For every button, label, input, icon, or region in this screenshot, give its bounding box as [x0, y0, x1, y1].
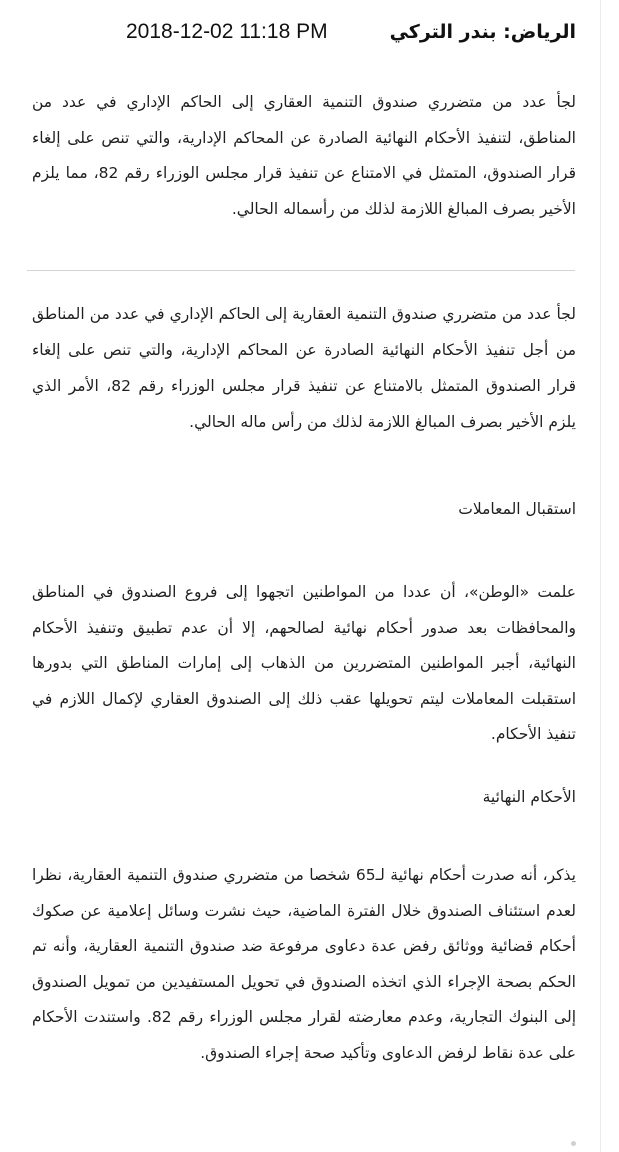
lead-paragraph: لجأ عدد من متضرري صندوق التنمية العقارية إلى الحاكم الإداري في عدد من المناطق من أجل تنفيذ الأحكام النهائية الصادرة عن المحاكم الإدارية، والتي تنص على إلغاء قرار الصندوق المتمثل بالامتناع عن تنفيذ قرار مجلس الوزراء رقم 82، الأمر الذي يلزم الأخير بصرف المبالغ اللازمة لذلك من رأس ماله الحالي. [32, 305, 576, 431]
section-paragraph-final-rulings: يذكر، أنه صدرت أحكام نهائية لـ65 شخصا من متضرري صندوق التنمية العقارية، نظرا لعدم استئناف الصندوق خلال الفترة الماضية، حيث نشرت وسائل إعلامية عن صكوك أحكام قضائية ووثائق رفض عدة دعاوى مرفوعة ضد صندوق التنمية العقارية، وأنه تم الحكم بصحة الإجراء الذي اتخذه الصندوق في تحويل المستفيدين من تمويل الصندوق إلى البنوك التجارية، وعدم معارضته لقرار مجلس الوزراء رقم 82. واستندت الأحكام على عدة نقاط لرفض الدعاوى وتأكيد صحة إجراء الصندوق. [32, 866, 577, 1062]
section-divider [27, 270, 575, 271]
timestamp: 2018-12-02 11:18 PM [126, 20, 328, 43]
summary-paragraph: لجأ عدد من متضرري صندوق التنمية العقاري إلى الحاكم الإداري في عدد من المناطق، لتنفيذ الأحكام النهائية الصادرة عن المحاكم الإدارية، والتي تنص على إلغاء قرار الصندوق، المتمثل في الامتناع عن تنفيذ قرار مجلس الوزراء رقم 82، مما يلزم الأخير بصرف المبالغ اللازمة لذلك من رأسماله الحالي. [32, 93, 577, 218]
section-paragraph-transactions: علمت «الوطن»، أن عددا من المواطنين اتجهوا إلى فروع الصندوق في المناطق والمحافظات بعد صدور أحكام نهائية لصالحهم، إلا أن عدم تطبيق وتنفيذ الأحكام النهائية، أجبر المواطنين المتضررين من الذهاب إلى إمارات المناطق التي بدورها استقبلت المعاملات ليتم تحويلها عقب ذلك إلى الصندوق العقاري لإكمال اللازم في تنفيذ الأحكام. [32, 583, 576, 743]
scroll-indicator-dot [571, 1141, 576, 1146]
section-heading-final-rulings: الأحكام النهائية [482, 788, 576, 806]
article-header [126, 18, 576, 48]
section-heading-transactions: استقبال المعاملات [458, 500, 576, 518]
page-edge-rule [600, 0, 601, 1152]
byline: الرياض: بندر التركي [389, 21, 576, 43]
